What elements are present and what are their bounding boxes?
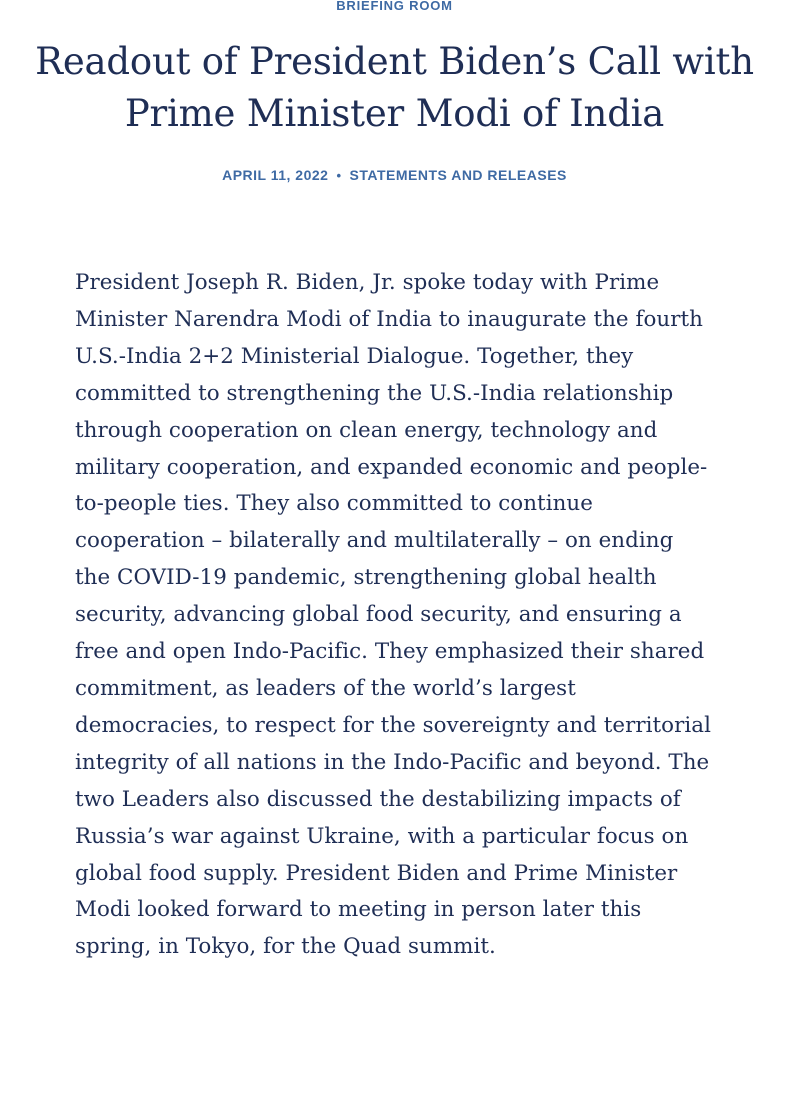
category-link[interactable]: STATEMENTS AND RELEASES [349,167,567,183]
article-meta [0,167,789,183]
section-link-briefing-room[interactable]: BRIEFING ROOM [336,0,453,13]
meta-separator: • [336,168,342,183]
article-body: President Joseph R. Biden, Jr. spoke today with Prime Minister Narendra Modi of India to inaugurate the fourth U.S.-India 2+2 Ministerial Dialogue. Together, they committed to strengthening the U.S.-India relationship through cooperation on clean energy, technology and military cooperation, and expanded economic and people-to-people ties. They also committed to continue cooperation – bilaterally and multilaterally – on ending the COVID-19 pandemic, strengthening global health security, advancing global food security, and ensuring a free and open Indo-Pacific. They emphasized their shared commitment, as leaders of the world’s largest democracies, to respect for the sovereignty and territorial integrity of all nations in the Indo-Pacific and beyond. The two Leaders also discussed the destabilizing impacts of Russia’s war against Ukraine, with a particular focus on global food supply. President Biden and Prime Minister Modi looked forward to meeting in person later this spring, in Tokyo, for the Quad summit. [75,270,711,960]
page-title: Readout of President Biden’s Call with Prime Minister Modi of India [35,40,754,135]
article-date: APRIL 11, 2022 [222,167,329,183]
